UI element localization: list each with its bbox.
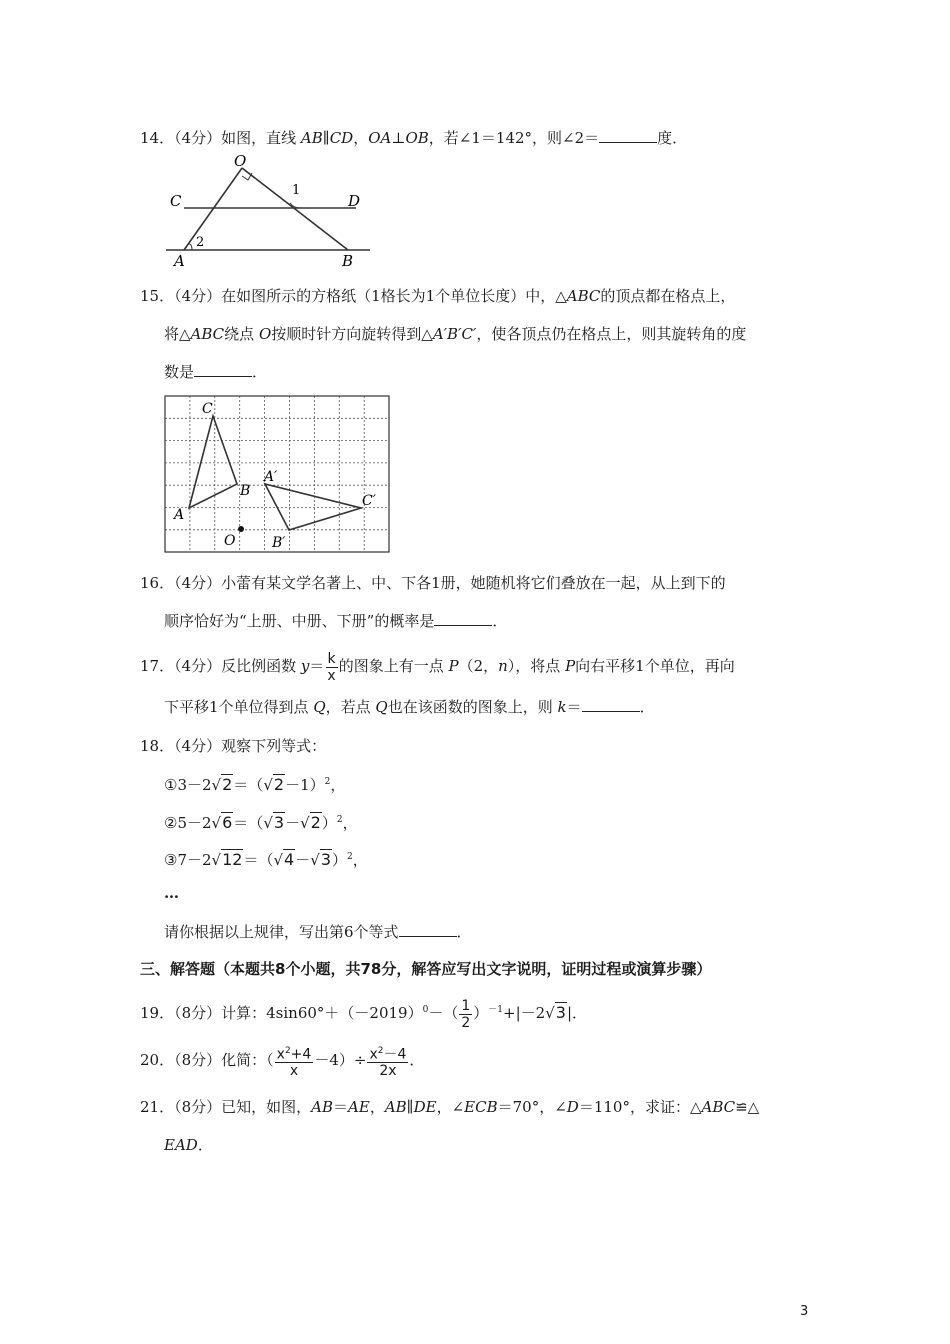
label-d: D (348, 192, 361, 210)
triangle-a1b1c1 (265, 484, 361, 530)
label-c: C (170, 192, 182, 210)
answer-blank (399, 922, 457, 937)
q14-line1: 14．（4分）如图，直线 AB∥CD，OA⊥OB，若∠1＝142°，则∠2＝ 度． (140, 129, 688, 147)
answer-blank (194, 362, 252, 377)
fraction-k-over-x: $\frac{k}{x}$ (327, 650, 336, 684)
fraction-x2-minus-4-over-2x: $\frac{x^2-4}{2x}$ (367, 1043, 408, 1080)
answer-blank (582, 697, 640, 712)
label-c-prime: C′ (362, 493, 376, 509)
q15-line2: 将△ABC绕点 O按顺时针方向旋转得到△A′B′C′，使各顶点仍在格点上，则其旋转角的度 (164, 325, 747, 343)
q21-line2: EAD． (164, 1136, 213, 1154)
label-angle1: 1 (292, 183, 301, 198)
segment-ob (242, 168, 348, 250)
q19-line: 19．（8分）计算：$4\sin 60^\circ+(-2019)^0-$（ $\frac{1}{2}$ ）$^{-1}$+|－2√3|． (140, 997, 587, 1031)
q20-line: 20．（8分）化简：（ $\frac{x^2+4}{x}$ －4）÷ $\frac{x^2-4}{2x}$ ． (140, 1038, 424, 1082)
label-b: B (240, 483, 251, 499)
point-o (238, 526, 244, 532)
q15-line1: 15．（4分）在如图所示的方格纸（1格长为1个单位长度）中，△ABC的顶点都在格点上， (140, 287, 736, 305)
q18-line-last: 请你根据以上规律，写出第6个等式 ． (164, 923, 472, 941)
label-b: B (342, 252, 354, 270)
label-b-prime: B′ (272, 535, 286, 551)
q16-line2: 顺序恰好为“上册、中册、下册”的概率是 ． (164, 612, 508, 630)
label-o: O (224, 533, 236, 549)
q17-line1: 17．（4分）反比例函数 y＝ $\frac{k}{x}$ 的图象上有一点 P（2，n），将点 P向右平移1个单位，再向 (140, 650, 735, 684)
q18-eq3: $③7-2√12=(√4-√3)^2$， (164, 850, 368, 869)
answer-blank (434, 611, 492, 626)
label-a-prime: A′ (264, 469, 278, 485)
segment-oa (184, 168, 242, 250)
label-angle2: 2 (196, 235, 205, 250)
q18-eq2: $②5-2√6=(√3-√2)^2$， (164, 813, 358, 832)
q15-grid-figure (164, 395, 390, 555)
q16-line1: 16．（4分）小蕾有某文学名著上、中、下各1册，她随机将它们叠放在一起，从上到下的 (140, 574, 726, 592)
q15-line3: 数是 ． (164, 363, 268, 381)
fraction-x2-plus-4-over-x: $\frac{x^2+4}{x}$ (275, 1043, 314, 1080)
answer-blank (599, 128, 657, 143)
q14-figure (160, 150, 380, 270)
label-a: A (174, 252, 185, 270)
q18-ellipsis: … (164, 884, 179, 902)
q21-line1: 21．（8分）已知，如图，AB＝AE，AB∥DE，∠ECB＝70°，∠D＝110°，求证：△ABC≌△ (140, 1098, 760, 1116)
fraction-one-half: $\frac{1}{2}$ (461, 997, 471, 1031)
section3-heading: 三、解答题（本题共8个小题，共78分，解答应写出文字说明，证明过程或演算步骤） (140, 960, 712, 978)
label-a: A (174, 507, 185, 523)
label-c: C (202, 401, 213, 417)
triangle-abc (189, 416, 237, 508)
q18-eq1: $①3-2√2=(√2-1)^2$， (164, 775, 346, 794)
q18-line1: 18．（4分）观察下列等式： (140, 737, 327, 755)
page-number: 3 (800, 1304, 809, 1319)
q17-line2: 下平移1个单位得到点 Q，若点 Q也在该函数的图象上，则 k＝ ． (164, 698, 655, 716)
label-o: O (234, 152, 247, 170)
